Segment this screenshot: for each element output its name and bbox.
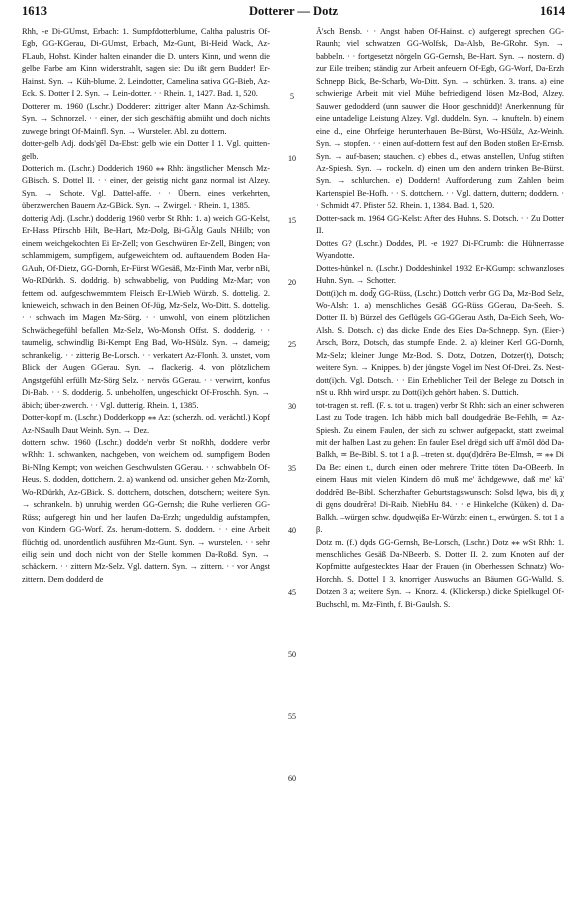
entry-dotter-continued: Rhh, -e Di-GUmst, Erbach: 1. Sumpfdotterblume, Caltha palustris Of-Egb, GG-KGerau, Di-GUmst, Erbach, Mz-Gunt, Bi-Heid Wack, Az-FLaub, Hohst. Kinder halten einander die D. unters Kinn, und wenn die gelbe Farbe am Kinn widerstrahlt, sagen sie: Du ißt gern Budder! Er-Hainst. Syn. → Küh-blume. 2. Leindotter, Camelina sativa GG-Bieb, Az-Eck. S. Dotter I 2. Syn. → Lein-dotter. · · Rhein. 1, 1427. Bad. 1, 520.	[22, 27, 270, 99]
entry-dotter-gelb: dotter-gelb Adj. dods'gēl Da-Ebst: gelb wie ein Dotter I 1. Vgl. quitten-gelb.	[22, 139, 270, 161]
line-number: 40	[288, 526, 296, 535]
right-page-number: 1614	[540, 4, 565, 18]
entry-dottes: Dottes G? (Lschr.) Doddes, Pl. -e 1927 Di-FCrumb: die Hühnerrasse Wyandotte.	[316, 238, 564, 261]
line-number: 55	[288, 712, 296, 721]
right-column	[316, 26, 564, 902]
entry-tot-tragen: tot-tragen st. refl. (F. s. tot u. tragen) verbr St Rhh: sich an einer schweren Last zu Tode tragen. Ich häbb mich ball doudgedräe Be-Fehlh, ≃ Az-Spiesh. Zu einem Faulen, der sich zu schwer aufgepackt, statt zweimal mit der halben Last zu gehen: En fauler Esel drëgd sich uff ā'mōl död Da-Balkh, ≃ Be-Bibl. S. tot 1 a β. –treten st. dǫu(d)drērə Be-Elmsh, ≃ ⁎⁎ Di Da Be: einen t., durch einen oder mehrere Tritte töten Da-OBeerb. In einem Haus mit vielen Kindern dō muß me' ǎchdgewwe, daß me' kā' doddrēd Be-Bibl. Scherzhafter Geburtstagswunsch: Solsd lę̄wə, bis di̧ χ di gęns doudrērə! Di-Raib. NiebHu 84. · · e Hinkelche (Küken) d. Da-Balkh. –würgen schw. dǫudwęißə Er-Würzb: einen t., erwürgen. S. tot 1 a β.	[316, 400, 564, 535]
line-number: 15	[288, 216, 296, 225]
entry-dotterich: Dotterich m. (Lschr.) Dodderich 1960 ⁎⁎ Rhh: ängstlicher Mensch Mz-GBisch. S. Dottel II. · · einer, der geistig nicht ganz normal ist Alzey. Syn. → Schote. Vgl. Dattel-affe. · · Übern. eines verkehrten, überzwerchen Bauern Az-GBick. Syn. → Zwirgel. · Rhein. 1, 1385.	[22, 163, 270, 211]
entry-dottern: dottern schw. 1960 (Lschr.) dodde'n verbr St noRhh, doddere verbr wRhh: 1. schwanken, nachgeben, von weichem od. sumpfigem Boden Bi-NIng Kempt; von weichen Geschwulsten GGerau. · · schwabbeln Of-Heus. S. dodden, dottchern. 2. a) wankend od. unsicher gehen Mz-Zornh, Wo-RDürkh, Az-GBick. S. dottchern, dotschen, dotschern; weitere Syn. → schrankeln. b) unruhig werden GG-Gernsh; die Ruhe verlieren GG-Rüss; aufgeregt hin und her laufen Da-Erzh; ungeduldig aufstampfen, von Kindern GG-Worf. Zs. herum-dottern. S. doddern. · · eine Arbeit flüchtig od. unordentlich ausführen Mz-Gunt. Syn. → wurstelen. · · sehr eilig sein und doch nicht von der Stelle kommen Da-Roßd. Syn. → schäckern. · · zittern Mz-Selz. Vgl. dattern. Syn. → zittern. · · vor Angst zittern. Dem dodderd de	[22, 437, 270, 584]
entry-dotz: Dotz m. (f.) dǫds GG-Gernsh, Be-Lorsch, (Lschr.) Dotz ⁎⁎ wSt Rhh: 1. menschliches Gesäß Da-NBeerb. S. Dotter II. 2. zum Knoten auf der Kopfmitte aufgestecktes Haar der Frauen (in Oberhessen Schnatz) Wo-Horchh. S. Dottel I 3. knorriger Auswuchs an Bäumen GG-Walld. S. Dotzen 3 a; weitere Syn. → Knorz. 4. (Klickersp.) dicke Spielkugel Of-Buchschl, m. Mz-Finth, f. Bi-Gaulsh. S.	[316, 537, 564, 609]
left-column	[22, 26, 270, 902]
line-numbers	[279, 26, 305, 902]
entry-dotterig: dotterig Adj. (Lschr.) dodderig 1960 verbr St Rhh: 1. a) weich GG-Kelst, Er-Hass Pfirschb Hilt, Be-Hart, Mz-Dolg, Bi-GÄlg Gauls NHilb; von einem weichgekochten Ei Er-Zell; von Geschwüren Er-Zell, Bingen; von schlammigem, sumpfigem, aufgeweichtem od. auftauendem Boden Ha-GAuh, Of-Dietz, GG-Dornh, Er-Fürst WGesäß, Mz-Finth Mar, verbr nBi, Wo-RDürkh. S. doddrig. b) schwabbelig, von Pudding Mz-Mar; von fettem od. aufgeschwemmtem Fleisch Er-LWieb Würzb. S. dottelig. 2. knieweich, schwach in den Beinen Of-Jüg, Mz-Selz, Wo-Ditt. S. dottelig. · · schwach im Magen Mz-Sörg. · · unwohl, von einem plötzlichen Schwächegefühl befallen Mz-Selz, Wo-Monsh Offst. S. dodderig. · · taumelig, schwindlig Bi-Kempt Eng Bad, Wo-HSülz. Syn. → dameig; schrankelig. · · zitterig Be-Lorsch. · · verkatert Az-Flonh. 3. unstet, vom Blick der Augen GGerau. Syn. → flackerig. 4. von plötzlichem Angstgefühl erfüllt Mz-Sörg Selz. · nervös GGerau. · · verwirrt, konfus Di-Bab. · · S. dodderig. 5. unbeholfen, ungeschickt Of-Froschh. Syn. → äbich; über-zwerch. · · Vgl. dutterig. Rhein. 1, 1385.	[22, 213, 270, 410]
running-head: Dotterer — Dotz	[248, 4, 339, 18]
entry-dottern-continued: Ä'sch Bensb. · · Angst haben Of-Hainst. c) aufgeregt sprechen GG-Raunh; viel schwatzen GG-Wolfsk, Da-Alsb, Be-GRohr. Syn. → babbeln. · · fortgesetzt nörgeln GG-Gernsh, Be-Hart. Syn. → nostern. d) zur Eile treiben; ständig zur Arbeit anfeuern Of-Egb, GG-Worf, Da-Erzh Schnepp Bick, Be-Scharb, Wo-Ditt. Syn. → schürken. 3. trans. a) eine schwierige Arbeit mit viel Mühe befriedigend lösen Mz-Bod, Alzey. Sauwer gedodderd (unn sauwer die Hoor geschnidd)! Anerkennung für eine untadelige Leistung Alzey. Vgl. duddeln. Syn. → knufteln. b) einem eine d., eine Ohrfeige herunterhauen Be-Bürst, Wo-HSülz, Az-Weinh. Syn. → stopfen. · · einen auf-dottern fest auf den Boden stoßen Er-Ernsb. Syn. → auf-basen; stauchen. c) ebbes d., etwas anstellen, Unfug stiften Az-Spiesh. Syn. → rockeln. d) einen um den andern trinken Be-Bürst. Syn. → schlurchen. e) Doddern! Aufforderung zum Zahlen beim Kartenspiel Be-Hofh. · · S. dottchern. · · Vgl. dattern, duttern; doddern. · · Schmidt 47. Pfister 52. Rhein. 1, 1384. Bad. 1, 520.	[316, 27, 564, 211]
line-number: 25	[288, 340, 296, 349]
entry-dottes-huenkel: Dottes-hünkel n. (Lschr.) Doddeshinkel 1932 Er-KGump: schwanzloses Huhn. Syn. → Schotter.	[316, 263, 564, 286]
entry-dotterer: Dotterer m. 1960 (Lschr.) Dodderer: zittriger alter Mann Az-Schimsh. Syn. → Schnorzel. · · einer, der sich geschäftig abmüht und doch nichts zuwege bringt Of-Mainfl. Syn. → Wursteler. Abl. zu dottern.	[22, 101, 270, 136]
line-number: 50	[288, 650, 296, 659]
page-header	[22, 4, 565, 24]
line-number: 20	[288, 278, 296, 287]
entry-dotter-kopf: Dotter-kopf m. (Lschr.) Dodderkopp ⁎⁎ Az: (scherzh. od. verächtl.) Kopf Az-NSaulh Daut Weinh. Syn. → Dez.	[22, 413, 270, 435]
line-number: 30	[288, 402, 296, 411]
line-number: 35	[288, 464, 296, 473]
line-number: 45	[288, 588, 296, 597]
entry-dottich: Dott(i)ch m. dod͡χ GG-Rüss, (Lschr.) Dottch verbr GG Da, Mz-Bod Selz, Wo-Alsh: 1. a) menschliches Gesäß GG-Rüss GGerau, Da-Seeh. S. Dotter II. b) Bürzel des Geflügels GG-GGerau Asth, Da-Eich Seeh, Wo-Alsh. S. Dotsch. c) das dicke Ende des Eies Da-Schnepp. Syn. (Eier-) Arsch, Borz, Dotsch, das stumpfe Ende. 2. a) kleiner Kerl GG-Dornh, Mz-Selz; kleiner Junge Mz-Bod. S. Dotz, Dotzen, Dotzer(t), Dotsch; weitere Syn. → Knippes. b) der jüngste Vogel im Nest Of-Drei. Zs. Nest-dott(i)ch. Vgl. Dotsch. · · Ein Erheblicher Teil der Belege zu Dotsch in nSt u. Rhh wird urspr. zu Dott(i)ch gehört haben. S. Duttich.	[316, 288, 564, 398]
line-number: 60	[288, 774, 296, 783]
left-page-number: 1613	[22, 4, 47, 18]
line-number: 5	[290, 92, 294, 101]
entry-dotter-sack: Dotter-sack m. 1964 GG-Kelst: After des Huhns. S. Dotsch. · · Zu Dotter II.	[316, 213, 564, 236]
line-number: 10	[288, 154, 296, 163]
